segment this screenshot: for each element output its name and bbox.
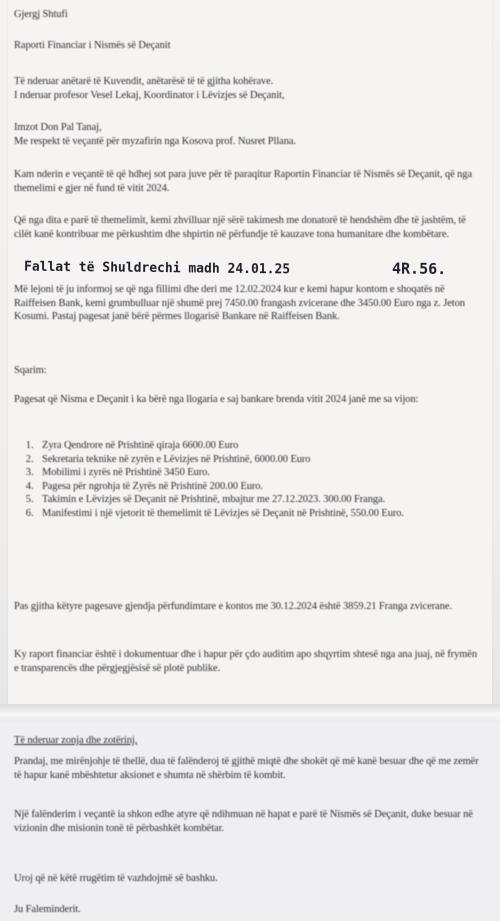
handwritten-text: Fallat të Shuldrechi madh 24.01.25 (23, 259, 291, 278)
thanks-paragraph: Prandaj, me mirënjohje të thellë, dua të falënderoj të gjithë miqtë dhe shokët që më kanë besuar dhe që me zemër të hapur kanë mbështetur aksionet e shumta në shërbim të kombit. (14, 756, 479, 781)
handwritten-amount: 4R.56. (391, 259, 447, 279)
closing-paragraph: Ky raport financiar është i dokumentuar dhe i hapur për çdo auditim apo shqyrtim shtesë nga ana juaj, në frymën e transparencës dhe përgjegjësisë së plotë publike. (14, 649, 478, 674)
sender-name: Gjergj Shtufi (14, 9, 68, 20)
address-block (14, 121, 484, 148)
list-item: 2. Sekretaria teknike në zyrën e Lëvizjes në Prishtinë, 6000.00 Euro (36, 453, 484, 467)
address-line: Imzot Don Pal Tanaj, (14, 122, 102, 133)
list-item: 5. Takimin e Lëvizjes së Deçanit në Prishtinë, mbajtur me 27.12.2023. 300.00 Franga. (36, 493, 484, 507)
list-item: 6. Manifestimi i një vjetorit të themelimit të Lëvizjes së Deçanit në Prishtinë, 550.00 Euro. (36, 507, 484, 521)
bottom-heading: Të nderuar zonja dhe zotërinj, (14, 735, 138, 746)
special-thanks-paragraph: Një falënderim i veçantë ia shkon edhe atyre që ndihmuan në hapat e parë të Nismës së Deçanit, duke besuar në vizionin dhe misionin tonë të përbashkët kombëtar. (14, 809, 473, 834)
greeting-block (14, 75, 484, 102)
greeting-line: I nderuar profesor Vesel Lekaj, Koordinator i Lëvizjes së Deçanit, (14, 89, 285, 101)
signoff-line: Ju Faleminderit. (14, 904, 81, 915)
list-item: 4. Pagesa për ngrohja të Zyrës në Prishtinë 200.00 Euro. (36, 480, 484, 494)
section-heading: Sqarim: (14, 365, 47, 376)
balance-paragraph: Pas gjitha këtyre pagesave gjendja përfundimtare e kontos me 30.12.2024 është 3859.21 Franga zvicerane. (14, 601, 452, 612)
founding-paragraph: Që nga dita e parë të themelimit, kemi zhvilluar një sërë takimesh me donatorë të hendshëm dhe të jashtëm, të cilët kanë kontribuar me përkushtim dhe shpirtin në përfundje të kauzave tona humanitare dhe kombëtare. (14, 215, 466, 240)
intro-paragraph: Kam nderin e veçantë të që hdhej sot para juve për të paraqitur Raportin Financiar të Nismës së Deçanit, që nga themelimi e gjer në fund të vitit 2024. (14, 169, 473, 194)
list-item: 1. Zyra Qendrore në Prishtinë qiraja 6600.00 Euro (36, 439, 484, 453)
wish-line: Uroj që në këtë rrugëtim të vazhdojmë së bashku. (14, 873, 218, 884)
list-item: 3. Mobilimi i zyrës në Prishtinë 3450 Euro. (36, 466, 484, 480)
greeting-line: Të nderuar anëtarë të Kuvendit, anëtarësë të të gjitha kohërave. (14, 76, 274, 87)
funds-paragraph: Më lejoni të ju informoj se që nga fillimi dhe deri me 12.02.2024 kur e kemi hapur kontom e shoqatës në Raiffeisen Bank, kemi grumbulluar një shumë prej 7450.00 frangash zvicerane dhe 3450.00 Euro nga z. Jeton Kosumi. Pastaj pagesat janë bërë përmes llogarisë Bankare në Raiffeisen Bank. (14, 284, 465, 322)
address-line: Me respekt të veçantë për myzafirin nga Kosova prof. Nusret Pllana. (14, 135, 296, 147)
page-fold (0, 704, 500, 722)
page-sheet-top (8, 0, 492, 704)
report-title: Raporti Financiar i Nismës së Deçanit (14, 40, 171, 51)
payments-list (14, 439, 484, 520)
payments-intro: Pagesat që Nisma e Deçanit i ka bërë nga llogaria e saj bankare brenda vitit 2024 janë me sa vijon: (14, 394, 419, 405)
